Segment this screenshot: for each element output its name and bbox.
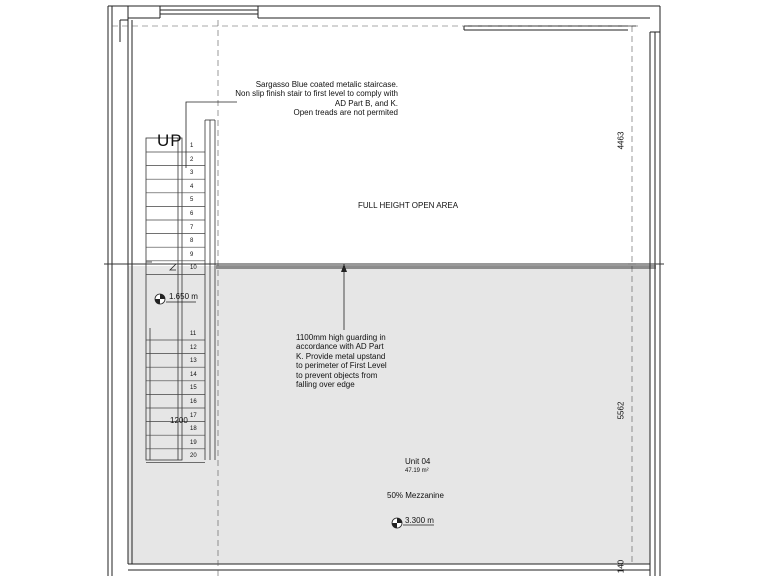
- stair-tread-number: 7: [190, 224, 194, 231]
- guarding-note-line: to perimeter of First Level: [296, 361, 387, 371]
- stair-tread-number: 10: [190, 265, 197, 272]
- guarding-note-line: to prevent objects from: [296, 370, 378, 380]
- stair-tread-number: 4: [190, 183, 194, 190]
- stair-tread-number: 19: [190, 439, 197, 446]
- stair-up-label: UP: [157, 131, 183, 150]
- mezzanine-area: [128, 266, 650, 564]
- staircase-note-line: Sargasso Blue coated metalic staircase.: [255, 80, 398, 89]
- stair-tread-number: 5: [190, 197, 194, 204]
- open-area-label: FULL HEIGHT OPEN AREA: [358, 201, 459, 210]
- staircase-note-line: AD Part B, and K.: [334, 98, 398, 108]
- stair-tread-number: 16: [190, 399, 197, 405]
- guarding-note-line: accordance with AD Part: [296, 342, 384, 352]
- level-floor-label: 3.300 m: [405, 516, 434, 525]
- unit-area: 47.19 m²: [405, 468, 429, 474]
- stair-tread-number: 12: [190, 344, 197, 351]
- stair-tread-number: 9: [190, 251, 194, 258]
- staircase-note: [232, 80, 398, 118]
- stair-tread-number: 15: [190, 385, 197, 392]
- dimension-lower: 5562: [616, 401, 626, 420]
- dimension-wall: 140: [616, 559, 626, 574]
- guarding-note-line: falling over edge: [296, 380, 355, 390]
- guarding-note-line: 1100mm high guarding in: [296, 333, 386, 342]
- stair-tread-number: 2: [190, 156, 194, 163]
- stair-tread-number: 6: [190, 211, 194, 217]
- staircase-note-line: Non slip finish stair to first level to comply with: [235, 89, 398, 99]
- guarding-note: [296, 333, 387, 390]
- staircase-note-line: Open treads are not permited: [293, 108, 398, 118]
- stair-width-label: 1200: [170, 416, 188, 425]
- dimension-upper: 4463: [616, 131, 626, 150]
- stair-tread-number: 17: [190, 412, 197, 419]
- stair-tread-number: 18: [190, 426, 197, 433]
- guarding-note-line: K. Provide metal upstand: [296, 351, 386, 361]
- stair-tread-number: 8: [190, 238, 194, 245]
- stair-tread-number: 1: [190, 143, 194, 149]
- stair-tread-number: 14: [190, 371, 197, 378]
- level-stair-label: 1.650 m: [169, 292, 198, 301]
- stair-tread-number: 11: [190, 331, 197, 337]
- mezzanine-label: 50% Mezzanine: [387, 491, 444, 500]
- unit-name: Unit 04: [405, 457, 431, 466]
- stair-tread-number: 20: [190, 453, 197, 460]
- stair-tread-number: 13: [190, 358, 197, 365]
- stair-tread-number: 3: [190, 170, 194, 177]
